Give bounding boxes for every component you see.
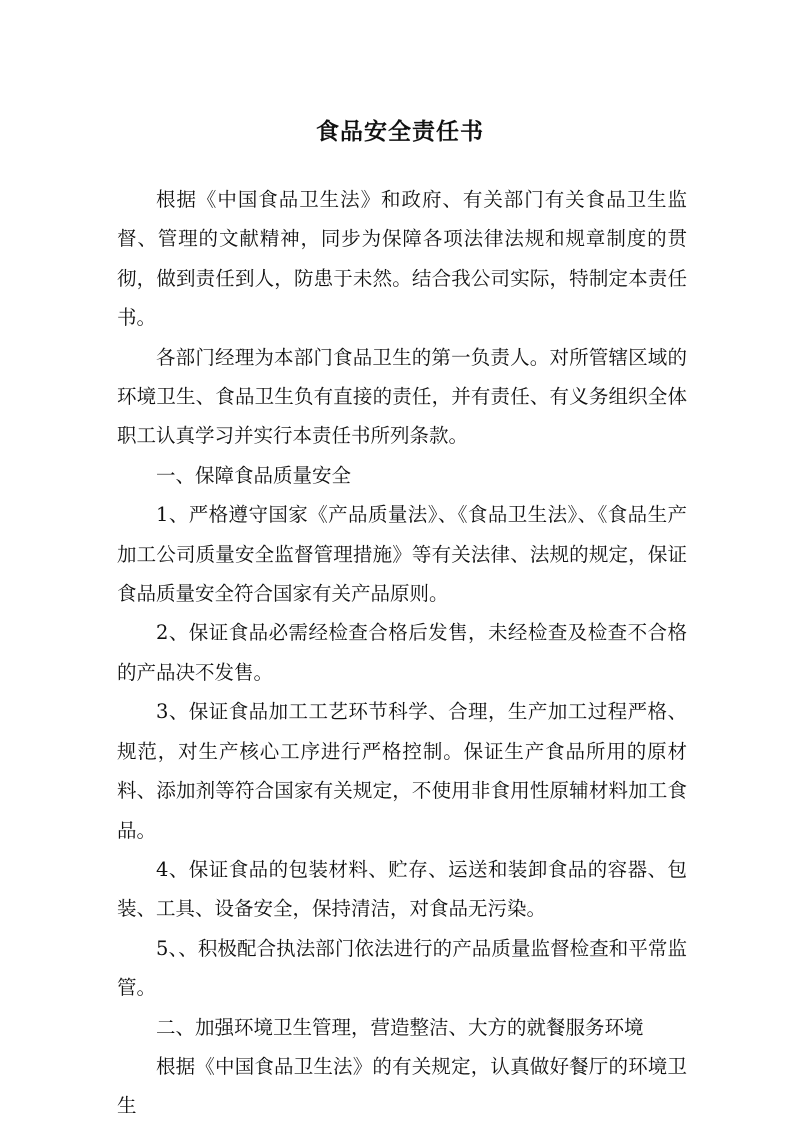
page-title: 食品安全责任书 — [316, 118, 484, 146]
section-heading-2: 二、加强环境卫生管理，营造整洁、大方的就餐服务环境 — [156, 1015, 644, 1039]
paragraph-responsibility: 各部门经理为本部门食品卫生的第一负责人。对所管辖区域的环境卫生、食品卫生负有直接的责任，并有责任、有义务组织全体职工认真学习并实行本责任书所列条款。 — [117, 345, 687, 448]
clause-4: 4、保证食品的包装材料、贮存、运送和装卸食品的容器、包装、工具、设备安全，保持清洁，对食品无污染。 — [117, 857, 687, 921]
clause-2: 2、保证食品必需经检查合格后发售，未经检查及检查不合格的产品决不发售。 — [117, 621, 687, 684]
section-heading-1: 一、保障食品质量安全 — [156, 463, 352, 487]
clause-1: 1、严格遵守国家《产品质量法》、《食品卫生法》、《食品生产加工公司质量安全监督管理措施》等有关法律、法规的规定，保证食品质量安全符合国家有关产品原则。 — [117, 503, 687, 606]
clause-3: 3、保证食品加工工艺环节科学、合理，生产加工过程严格、规范，对生产核心工序进行严格控制。保证生产食品所用的原材料、添加剂等符合国家有关规定，不使用非食用性原辅材料加工食品。 — [117, 700, 687, 842]
document-body — [117, 180, 687, 1126]
paragraph-environment: 根据《中国食品卫生法》的有关规定，认真做好餐厅的环境卫生 — [117, 1054, 687, 1118]
clause-5: 5、、积极配合执法部门依法进行的产品质量监督检查和平常监管。 — [117, 936, 687, 1000]
paragraph-intro: 根据《中国食品卫生法》和政府、有关部门有关食品卫生监督、管理的文献精神，同步为保障各项法律法规和规章制度的贯彻，做到责任到人，防患于未然。结合我公司实际，特制定本责任书。 — [117, 188, 687, 330]
